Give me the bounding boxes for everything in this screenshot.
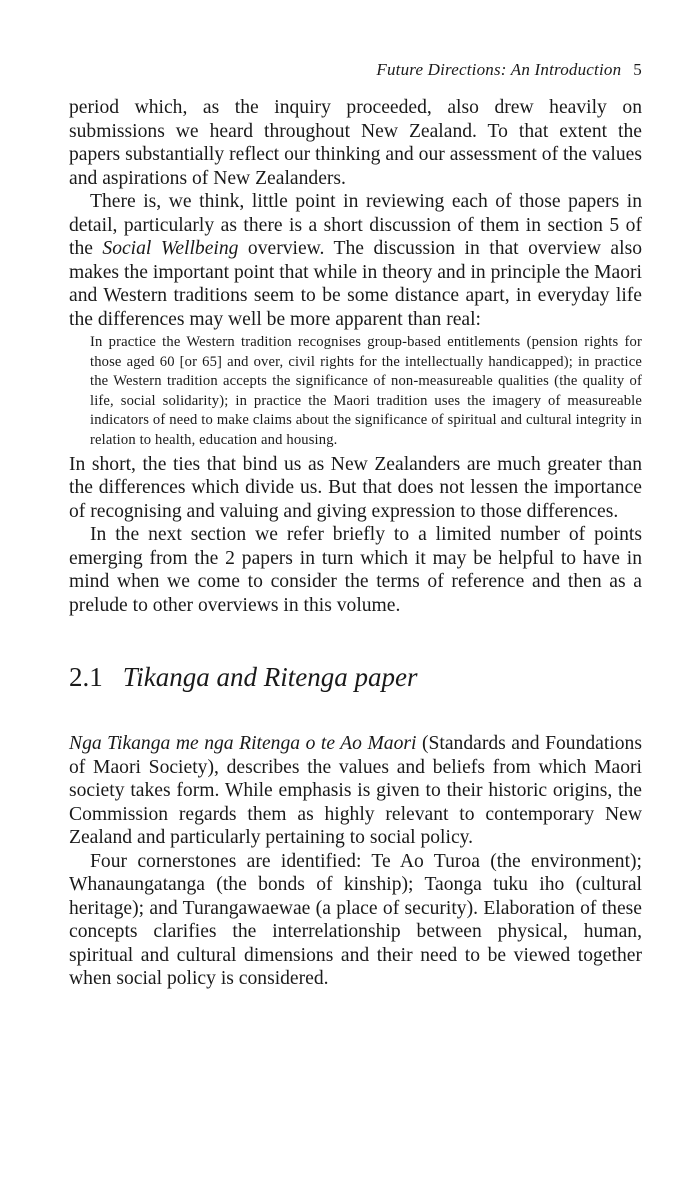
paragraph-next-section: In the next section we refer briefly to a limited number of points emerging from the 2 papers in turn which it may be helpful to have in mind when we come to consider the terms of reference and then as a prelude to other overviews in this volume.: [69, 524, 642, 616]
paragraph-in-short: In short, the ties that bind us as New Zealanders are much greater than the differences which divide us. But that does not lessen the importance of recognising and valuing and giving expression to those differences.: [69, 453, 642, 522]
running-head: [376, 60, 642, 80]
publication-title: Social Wellbeing: [102, 238, 239, 259]
paragraph-cornerstones: Four cornerstones are identified: Te Ao Turoa (the environment); Whanaungatanga (the bonds of kinship); Taonga tuku iho (cultural heritage); and Turangawaewae (a place of security). Elaboration of these concepts clarifies the interrelationship between physical, human, spiritual and cultural dimensions and their need to be viewed together when social policy is considered.: [69, 850, 642, 990]
section-title: Tikanga and Ritenga paper: [122, 662, 418, 693]
paragraph-text: overview. The discussion in that overview also makes the important point that while in theory and in principle the Maori and Western traditions seem to be some distance apart, in everyday life the differences may well be more apparent than real:: [69, 238, 642, 330]
block-quote: In practice the Western tradition recognises group-based entitlements (pension rights for those aged 60 [or 65] and over, civil rights for the intellectually handicapped); in practice the Western tradition accepts the significance of non-measureable qualities (the quality of life, social solidarity); in practice the Maori tradition uses the imagery of measureable indicators of need to make claims about the significance of spiritual and cultural integrity in relation to health, education and housing.: [90, 334, 642, 448]
paragraph-text: There is, we think, little point in reviewing each of those papers in detail, particularly as there is a short discussion of them in section 5 of the: [69, 191, 642, 259]
running-head-title: Future Directions: An Introduction: [376, 60, 622, 79]
body-text: [69, 96, 642, 991]
paragraph-social-wellbeing: [69, 190, 642, 331]
paragraph-nga-tikanga: [69, 732, 642, 850]
section-heading: [69, 661, 642, 693]
section-number: 2.1: [69, 662, 103, 693]
paragraph-continued: period which, as the inquiry proceeded, also drew heavily on submissions we heard throughout New Zealand. To that extent the papers substantially reflect our thinking and our assessment of the values and aspirations of New Zealanders.: [69, 97, 642, 189]
page-number: 5: [633, 60, 642, 79]
paragraph-text: (Standards and Foundations of Maori Society), describes the values and beliefs from which Maori society takes form. While emphasis is given to their historic origins, the Commission regards them as highly relevant to contemporary New Zealand and particularly pertaining to social policy.: [69, 733, 642, 849]
publication-title: Nga Tikanga me nga Ritenga o te Ao Maori: [69, 733, 417, 755]
